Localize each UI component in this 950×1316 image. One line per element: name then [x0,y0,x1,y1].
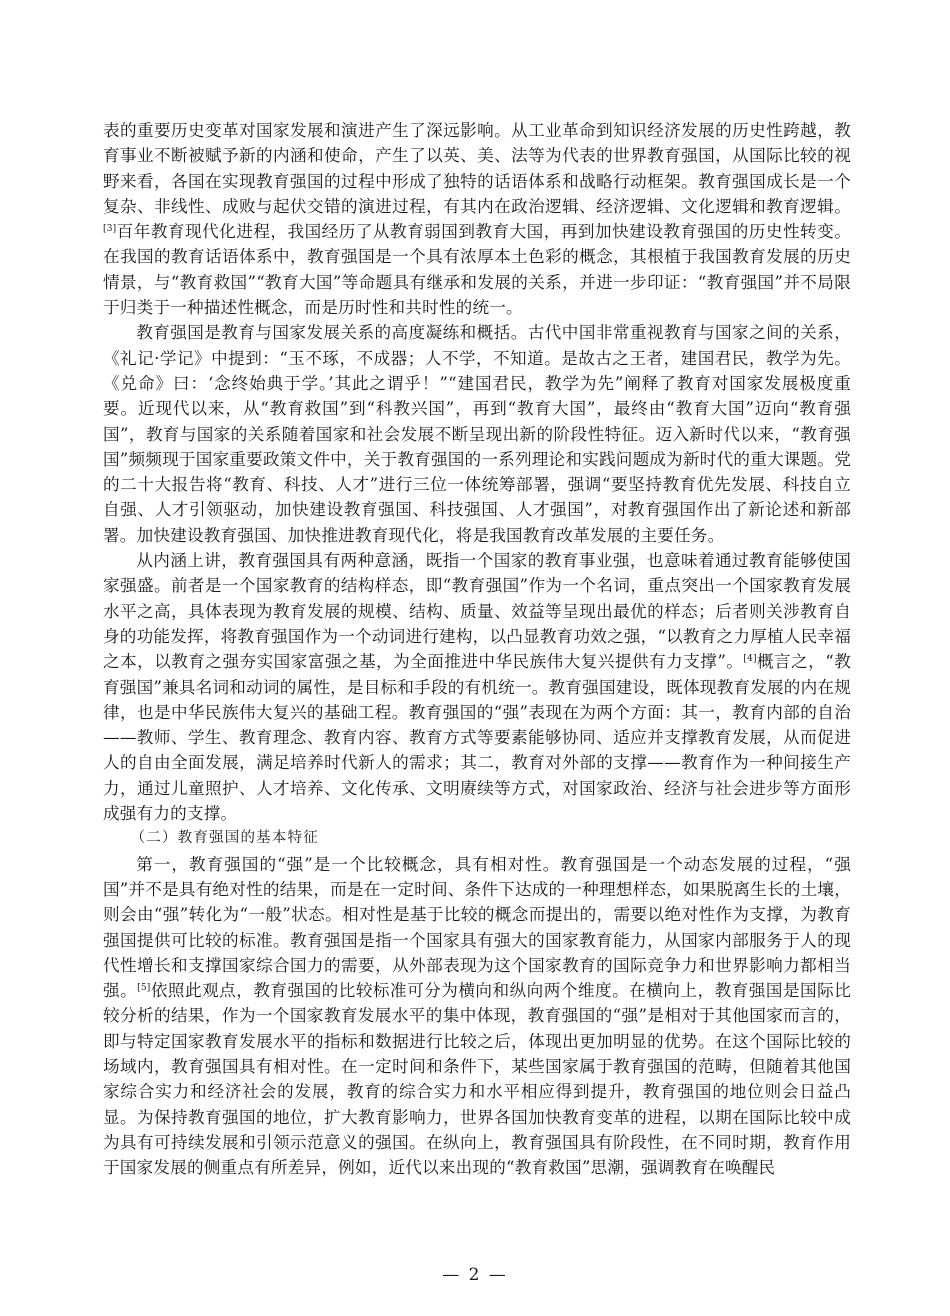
paragraph-3 [103,548,851,826]
section-heading: （二）教育强国的基本特征 [130,830,319,847]
paragraph-1-text-a: 表的重要历史变革对国家发展和演进产生了深远影响。从工业革命到知识经济发展的历史性跨越，教育事业不断被赋予新的内涵和使命，产生了以英、美、法等为代表的世界教育强国，从国际比较的视野来看，各国在实现教育强国的过程中形成了独特的话语体系和战略行动框架。教育强国成长是一个复杂、非线性、成败与起伏交错的演进过程，有其内在政治逻辑、经济逻辑、文化逻辑和教育逻辑。 [103,121,851,216]
citation-3: [3] [103,224,117,235]
paragraph-3-text-b: 概言之，“教育强国”兼具名词和动词的属性，是目标和手段的有机统一。教育强国建设，既体现教育发展的内在规律，也是中华民族伟大复兴的基础工程。教育强国的“强”表现在为两个方面：其一，教育内部的自治——教师、学生、教育理念、教育内容、教育方式等要素能够协同、适应并支撑教育发展，从而促进人的自由全面发展，满足培养时代新人的需求；其二，教育对外部的支撑——教育作为一种间接生产力，通过儿童照护、人才培养、文化传承、文明赓续等方式，对国家政治、经济与社会进步等方面形成强有力的支撑。 [103,652,851,824]
paragraph-3-text-a: 从内涵上讲，教育强国具有两种意涵，既指一个国家的教育事业强，也意味着通过教育能够使国家强盛。前者是一个国家教育的结构样态，即“教育强国”作为一个名词，重点突出一个国家教育发展水平之高，具体表现为教育发展的规模、结构、质量、效益等呈现出最优的样态；后者则关涉教育自身的功能发挥，将教育强国作为一个动词进行建构，以凸显教育功效之强，“以教育之力厚植人民幸福之本，以教育之强夯实国家富强之基，为全面推进中华民族伟大复兴提供有力支撑”。 [103,551,851,672]
citation-4: [4] [743,654,757,665]
paragraph-4-text-b: 依照此观点，教育强国的比较标准可分为横向和纵向两个维度。在横向上，教育强国是国际比较分析的结果，作为一个国家教育发展水平的集中体现，教育强国的“强”是相对于其他国家而言的，即与特定国家教育发展水平的指标和数据进行比较之后，体现出更加明显的优势。在这个国际比较的场域内，教育强国具有相对性。在一定时间和条件下，某些国家属于教育强国的范畴，但随着其他国家综合实力和经济社会的发展，教育的综合实力和水平相应得到提升，教育强国的地位则会日益凸显。为保持教育强国的地位，扩大教育影响力，世界各国加快教育变革的进程，以期在国际比较中成为具有可持续发展和引领示范意义的强国。在纵向上，教育强国具有阶段性，在不同时期，教育作用于国家发展的侧重点有所差异，例如，近代以来出现的“教育救国”思潮，强调教育在唤醒民 [103,981,851,1178]
page-number: — 2 — [442,1265,508,1285]
paragraph-4 [103,852,851,1181]
article-body [103,118,851,1180]
citation-5: [5] [137,983,151,994]
paragraph-1-text-b: 百年教育现代化进程，我国经历了从教育弱国到教育大国，再到加快建设教育强国的历史性转变。在我国的教育话语体系中，教育强国是一个具有浓厚本土色彩的概念，其根植于我国教育发展的历史情景，与“教育救国”“教育大国”等命题具有继承和发展的关系，并进一步印证：“教育强国”并不局限于归类于一种描述性概念，而是历时性和共时性的统一。 [103,222,851,318]
paragraph-2: 教育强国是教育与国家发展关系的高度凝练和概括。古代中国非常重视教育与国家之间的关系，《礼记·学记》中提到：“玉不琢，不成器；人不学，不知道。是故古之王者，建国君民，教学为先。《兑命》曰：‘念终始典于学。’其此之谓乎！”“建国君民，教学为先”阐释了教育对国家发展极度重要。近现代以来，从“教育救国”到“科教兴国”，再到“教育大国”，最终由“教育大国”迈向“教育强国”，教育与国家的关系随着国家和社会发展不断呈现出新的阶段性特征。迈入新时代以来，“教育强国”频频现于国家重要政策文件中，关于教育强国的一系列理论和实践问题成为新时代的重大课题。党的二十大报告将“教育、科技、人才”进行三位一体统筹部署，强调“要坚持教育优先发展、科技自立自强、人才引领驱动，加快建设教育强国、科技强国、人才强国”，对教育强国作出了新论述和新部署。加快建设教育强国、加快推进教育现代化，将是我国教育改革发展的主要任务。 [103,323,851,545]
paragraph-1 [103,118,851,320]
paragraph-4-text-a: 第一，教育强国的“强”是一个比较概念，具有相对性。教育强国是一个动态发展的过程，“强国”并不是具有绝对性的结果，而是在一定时间、条件下达成的一种理想样态，如果脱离生长的土壤，则会由“强”转化为“一般”状态。相对性是基于比较的概念而提出的，需要以绝对性作为支撑，为教育强国提供可比较的标准。教育强国是指一个国家具有强大的国家教育能力，从国家内部服务于人的现代性增长和支撑国家综合国力的需要，从外部表现为这个国家教育的国际竞争力和世界影响力都相当强。 [103,854,851,1001]
